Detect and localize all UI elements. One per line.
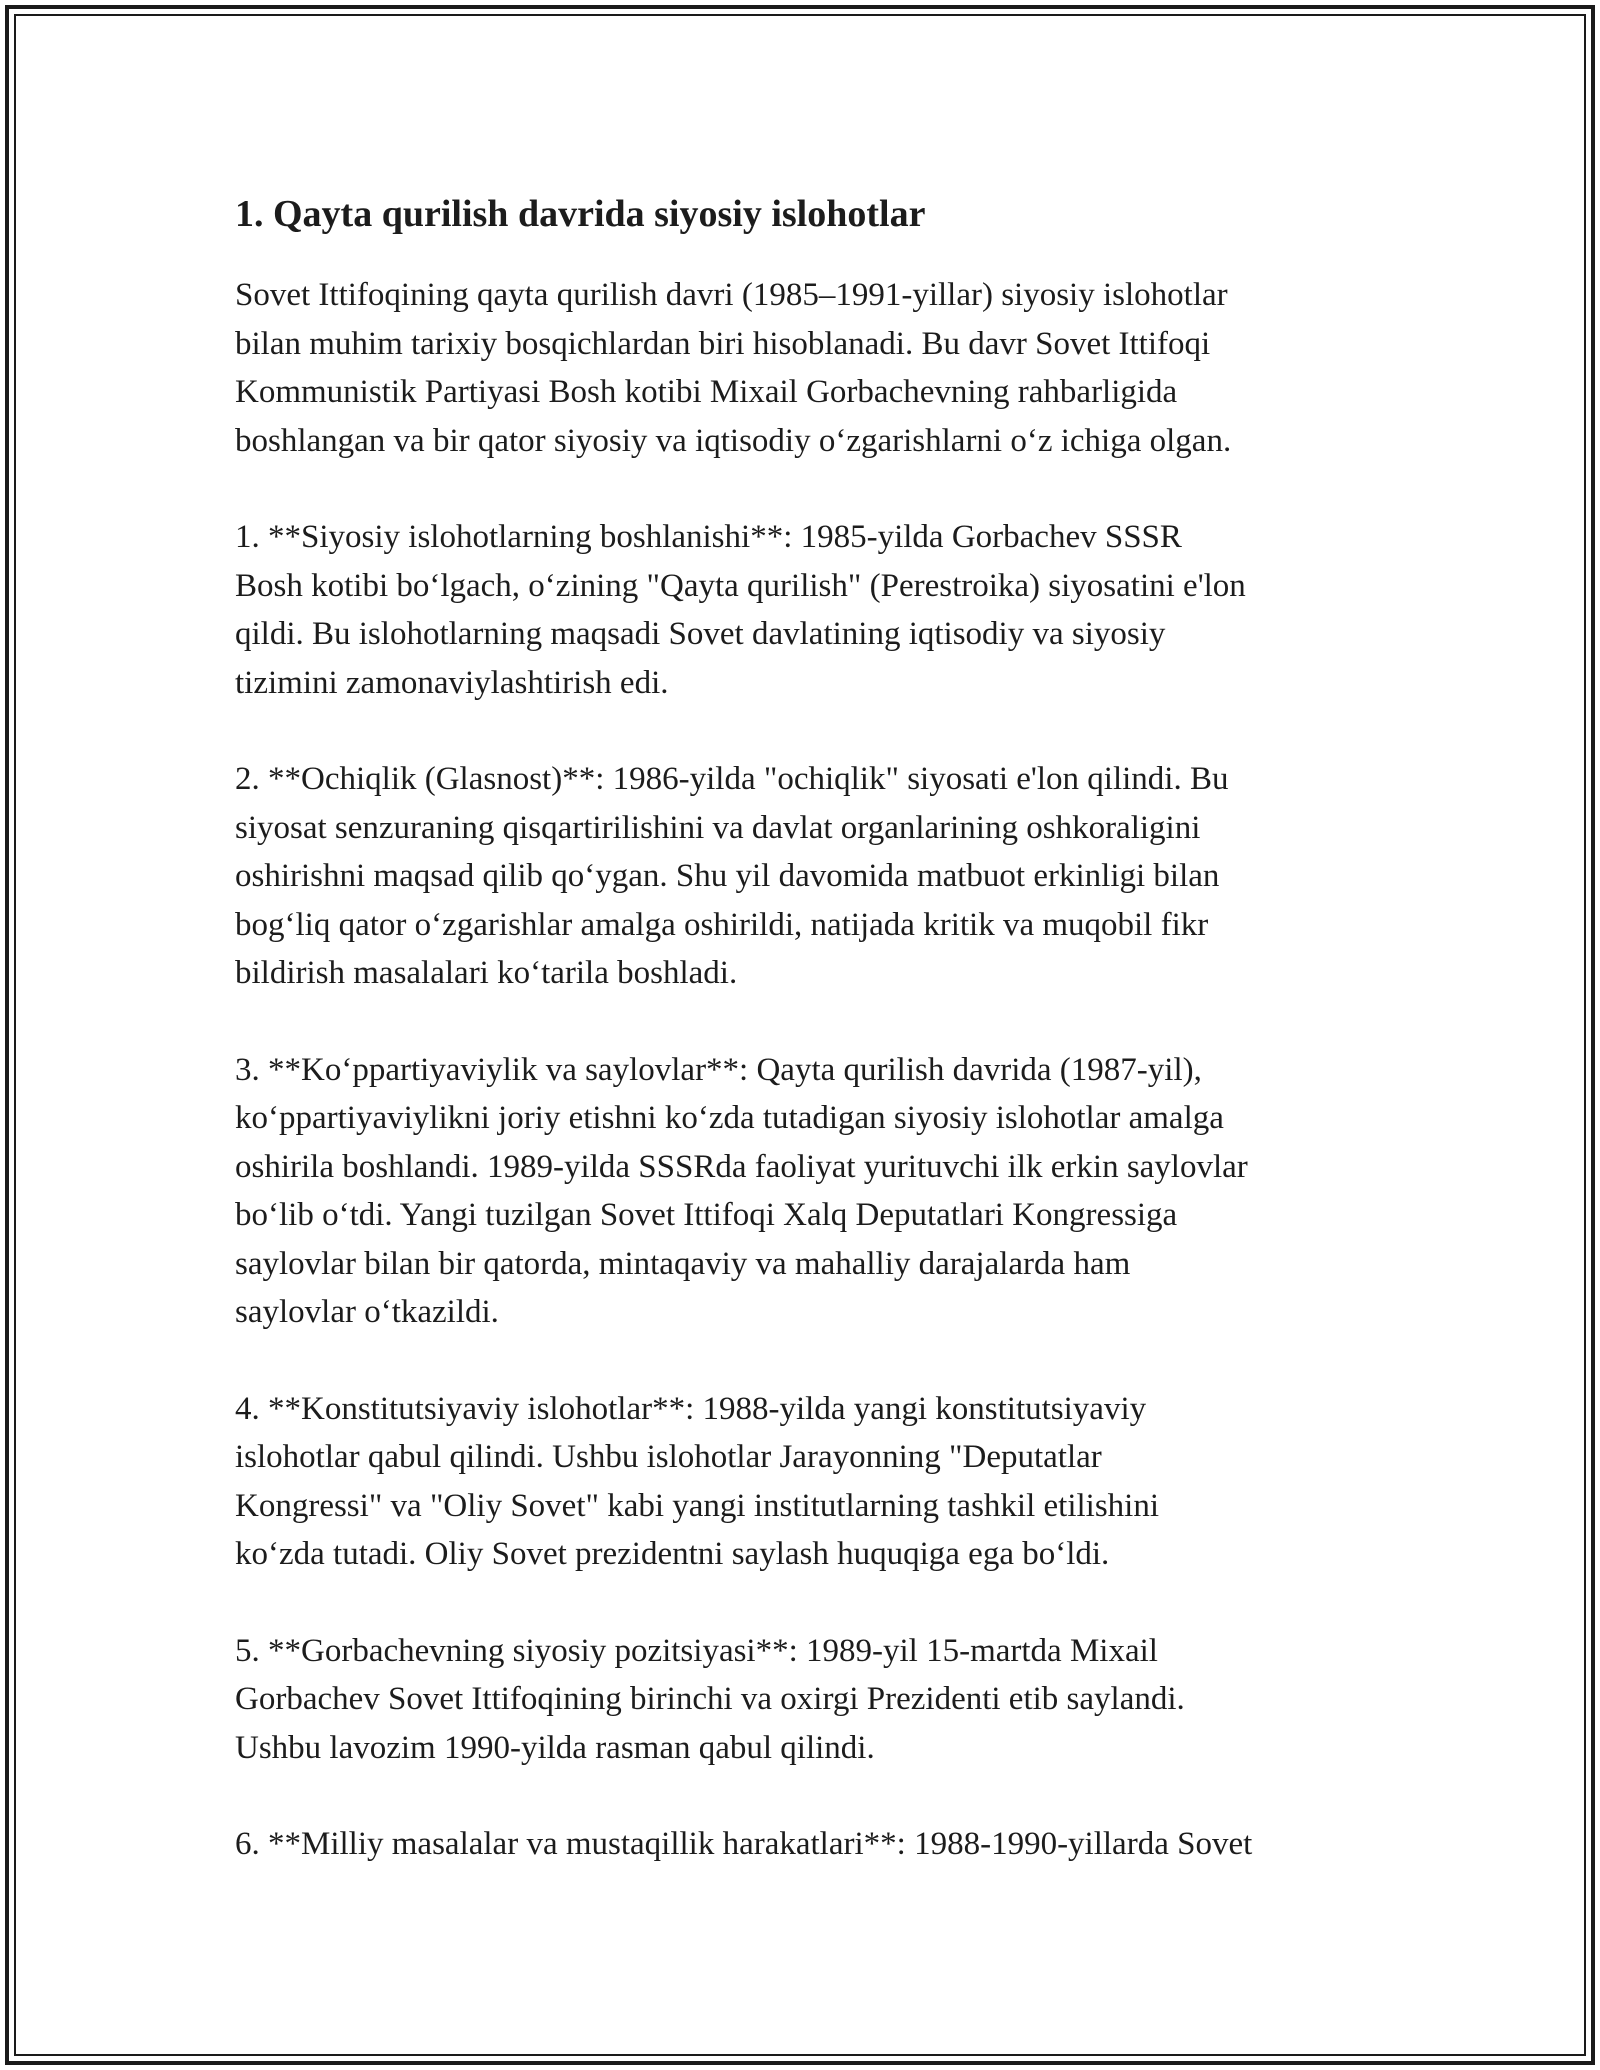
paragraph-line: siyosat senzuraning qisqartirilishini va davlat organlarining oshkoraligini — [235, 809, 1201, 846]
paragraph-line: boshlangan va bir qator siyosiy va iqtisodiy oʻzgarishlarni oʻz ichiga olgan. — [235, 422, 1232, 459]
intro-paragraph — [235, 271, 1385, 465]
document-body — [235, 185, 1385, 1917]
paragraph-line: 6. **Milliy masalalar va mustaqillik harakatlari**: 1988-1990-yillarda Sovet — [235, 1826, 1253, 1862]
paragraph-line: Gorbachev Sovet Ittifoqining birinchi va oxirgi Prezidenti etib saylandi. — [235, 1681, 1185, 1717]
list-item-2-paragraph — [235, 755, 1385, 998]
paragraph-line: 5. **Gorbachevning siyosiy pozitsiyasi**: 1989-yil 15-martda Mixail — [235, 1632, 1158, 1669]
paragraph-line: Sovet Ittifoqining qayta qurilish davri (1985–1991-yillar) siyosiy islohotlar — [235, 277, 1228, 313]
paragraph-line: Kommunistik Partiyasi Bosh kotibi Mixail Gorbachevning rahbarligida — [235, 374, 1178, 410]
paragraph-line: boʻlib oʻtdi. Yangi tuzilgan Sovet Ittifoqi Xalq Deputatlari Kongressiga — [235, 1197, 1178, 1233]
paragraph-line: qildi. Bu islohotlarning maqsadi Sovet davlatining iqtisodiy va siyosiy — [235, 616, 1166, 652]
paragraph-line: koʻppartiyaviylikni joriy etishni koʻzda tutadigan siyosiy islohotlar amalga — [235, 1100, 1224, 1136]
list-item-6-paragraph — [235, 1820, 1385, 1869]
paragraph-line: Kongressi" va "Oliy Sovet" kabi yangi institutlarning tashkil etilishini — [235, 1487, 1159, 1524]
paragraph-line: Bosh kotibi boʻlgach, oʻzining "Qayta qurilish" (Perestroika) siyosatini e'lon — [235, 567, 1246, 604]
paragraph-line: 3. **Koʻppartiyaviylik va saylovlar**: Qayta qurilish davrida (1987-yil), — [235, 1051, 1202, 1088]
paragraph-line: saylovlar oʻtkazildi. — [235, 1294, 499, 1330]
paragraph-line: oshirishni maqsad qilib qoʻygan. Shu yil davomida matbuot erkinligi bilan — [235, 858, 1220, 894]
list-item-5-paragraph — [235, 1627, 1385, 1773]
paragraph-line: saylovlar bilan bir qatorda, mintaqaviy va mahalliy darajalarda ham — [235, 1245, 1131, 1282]
paragraph-line: islohotlar qabul qilindi. Ushbu islohotlar Jarayonning "Deputatlar — [235, 1439, 1102, 1475]
paragraph-line: 1. **Siyosiy islohotlarning boshlanishi**: 1985-yilda Gorbachev SSSR — [235, 519, 1182, 555]
paragraph-line: tizimini zamonaviylashtirish edi. — [235, 664, 669, 701]
list-item-4-paragraph — [235, 1385, 1385, 1579]
list-item-1-paragraph — [235, 513, 1385, 707]
paragraph-line: bilan muhim tarixiy bosqichlardan biri hisoblanadi. Bu davr Sovet Ittifoqi — [235, 325, 1211, 362]
paragraph-line: bogʻliq qator oʻzgarishlar amalga oshirildi, natijada kritik va muqobil fikr — [235, 906, 1209, 943]
paragraph-line: 4. **Konstitutsiyaviy islohotlar**: 1988-yilda yangi konstitutsiyaviy — [235, 1390, 1147, 1427]
paragraph-line: 2. **Ochiqlik (Glasnost)**: 1986-yilda "ochiqlik" siyosati e'lon qilindi. Bu — [235, 761, 1229, 797]
paragraph-line: bildirish masalalari koʻtarila boshladi. — [235, 955, 738, 991]
list-item-3-paragraph — [235, 1046, 1385, 1337]
paragraph-line: Ushbu lavozim 1990-yilda rasman qabul qilindi. — [235, 1729, 875, 1766]
paragraph-line: oshirila boshlandi. 1989-yilda SSSRda faoliyat yurituvchi ilk erkin saylovlar — [235, 1148, 1248, 1185]
paragraph-line: koʻzda tutadi. Oliy Sovet prezidentni saylash huquqiga ega boʻldi. — [235, 1536, 1110, 1572]
document-title: 1. Qayta qurilish davrida siyosiy islohotlar — [235, 193, 926, 235]
